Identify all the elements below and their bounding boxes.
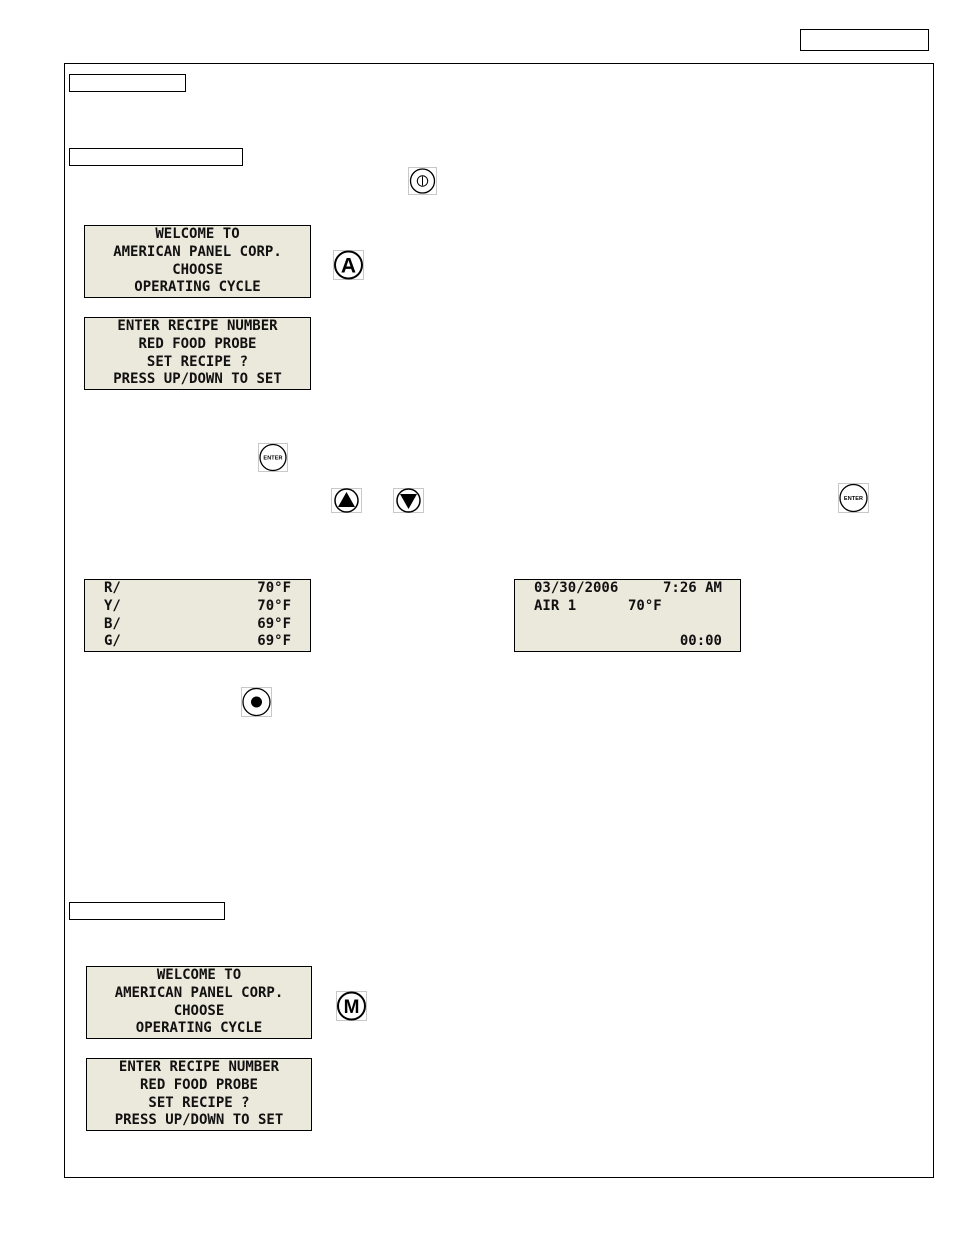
lcd-line: OPERATING CYCLE [135, 1020, 263, 1037]
lcd-recipe-auto [84, 317, 311, 390]
power-button[interactable] [408, 167, 437, 195]
lcd-probe-temps [84, 579, 311, 652]
probe-temp: 69°F [257, 633, 291, 650]
auto-a-icon [333, 250, 364, 280]
probe-label: B/ [104, 615, 121, 632]
down-arrow-icon [393, 488, 424, 513]
record-stop-icon [241, 687, 272, 717]
svg-text:ENTER: ENTER [843, 496, 864, 502]
air-label: AIR 1 [534, 597, 577, 614]
probe-temp: 70°F [257, 580, 291, 596]
probe-temp: 69°F [257, 615, 291, 632]
enter-button[interactable] [838, 483, 869, 513]
lcd-line: AMERICAN PANEL CORP. [114, 984, 284, 1001]
svg-text:M: M [343, 997, 360, 1018]
stop-button[interactable] [241, 687, 272, 717]
status-time: 7:26 AM [662, 580, 722, 596]
lcd-line: WELCOME TO [155, 226, 240, 242]
auto-button[interactable] [333, 250, 364, 280]
lcd-line: SET RECIPE ? [148, 1094, 250, 1111]
lcd-line: ENTER RECIPE NUMBER [117, 318, 278, 334]
probe-label: R/ [104, 580, 121, 596]
status-row-empty [534, 616, 722, 634]
section-label-box-auto [69, 148, 243, 166]
section-label-box-1 [69, 74, 186, 92]
probe-row [104, 580, 291, 598]
lcd-welcome-auto [84, 225, 311, 298]
probe-row [104, 598, 291, 616]
svg-text:ENTER: ENTER [263, 455, 283, 462]
section-label-box-manual [69, 902, 225, 920]
up-button[interactable] [331, 488, 362, 513]
svg-text:A: A [340, 254, 357, 278]
status-timer: 00:00 [679, 633, 722, 650]
status-date: 03/30/2006 [534, 580, 619, 596]
lcd-line: WELCOME TO [156, 967, 242, 983]
header-label-box [800, 29, 929, 51]
manual-m-icon [336, 991, 367, 1021]
lcd-line: ENTER RECIPE NUMBER [118, 1059, 280, 1075]
lcd-line: SET RECIPE ? [146, 353, 249, 370]
lcd-line: CHOOSE [172, 261, 223, 278]
probe-temp: 70°F [257, 597, 291, 614]
air-temp: 70°F [628, 597, 662, 614]
probe-row [104, 616, 291, 634]
probe-label: Y/ [104, 597, 121, 614]
lcd-recipe-manual [86, 1058, 312, 1131]
lcd-status [514, 579, 741, 652]
enter-icon [258, 443, 288, 472]
lcd-line: OPERATING CYCLE [134, 279, 261, 296]
enter-button[interactable] [258, 443, 288, 472]
lcd-line: RED FOOD PROBE [139, 1076, 258, 1093]
lcd-welcome-manual [86, 966, 312, 1039]
lcd-line: PRESS UP/DOWN TO SET [114, 1112, 284, 1129]
probe-row [104, 633, 291, 651]
status-row-timer [534, 633, 722, 651]
lcd-line: CHOOSE [173, 1002, 225, 1019]
power-icon [408, 167, 437, 195]
manual-button[interactable] [336, 991, 367, 1021]
enter-icon [838, 483, 869, 513]
up-arrow-icon [331, 488, 362, 513]
probe-label: G/ [104, 633, 121, 650]
lcd-line: RED FOOD PROBE [138, 335, 257, 352]
status-row-datetime [534, 580, 722, 598]
status-row-air [534, 598, 722, 616]
lcd-line: PRESS UP/DOWN TO SET [113, 371, 282, 388]
down-button[interactable] [393, 488, 424, 513]
lcd-line: AMERICAN PANEL CORP. [113, 243, 282, 260]
